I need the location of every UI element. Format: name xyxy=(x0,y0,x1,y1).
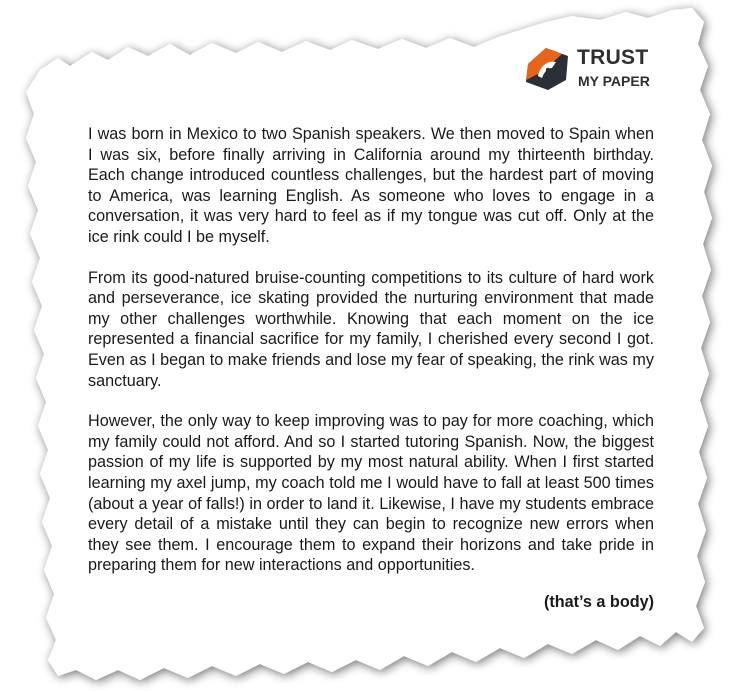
essay-paragraph-1: I was born in Mexico to two Spanish speakers. We then moved to Spain when I was six, before finally arriving in California around my thirteenth birthday. Each change introduced countless challenges, but the hardest part of moving to America, was learning English. As someone who loves to engage in a conversation, it was very hard to feel as if my tongue was cut off. Only at the ice rink could I be myself. xyxy=(88,125,654,246)
brand-logo xyxy=(522,44,662,94)
essay-paragraph-3: However, the only way to keep improving was to pay for more coaching, which my family could not afford. And so I started tutoring Spanish. Now, the biggest passion of my life is supported by my most natural ability. When I first started learning my axel jump, my coach told me I would have to fall at least 500 times (about a year of falls!) in order to land it. Likewise, I have my students embrace every detail of a mistake until they can begin to recognize new errors when they see them. I encourage them to expand their horizons and take pride in preparing them for new interactions and opportunities. xyxy=(88,412,654,575)
logo-text-trust: TRUST xyxy=(577,46,649,69)
essay-body xyxy=(88,124,654,596)
logo-text-my-paper: MY PAPER xyxy=(578,73,650,89)
essay-paragraph-2: From its good-natured bruise-counting competitions to its culture of hard work and perseverance, ice skating provided the nurturing environment that made my other challenges worthwhile. Knowing that each moment on the ice represented a financial sacrifice for my family, I cherished every second I got. Even as I began to make friends and lose my fear of speaking, the rink was my sanctuary. xyxy=(88,268,654,390)
essay-signoff: (that’s a body) xyxy=(543,593,654,611)
pen-nib-hexagon-icon xyxy=(522,46,572,92)
